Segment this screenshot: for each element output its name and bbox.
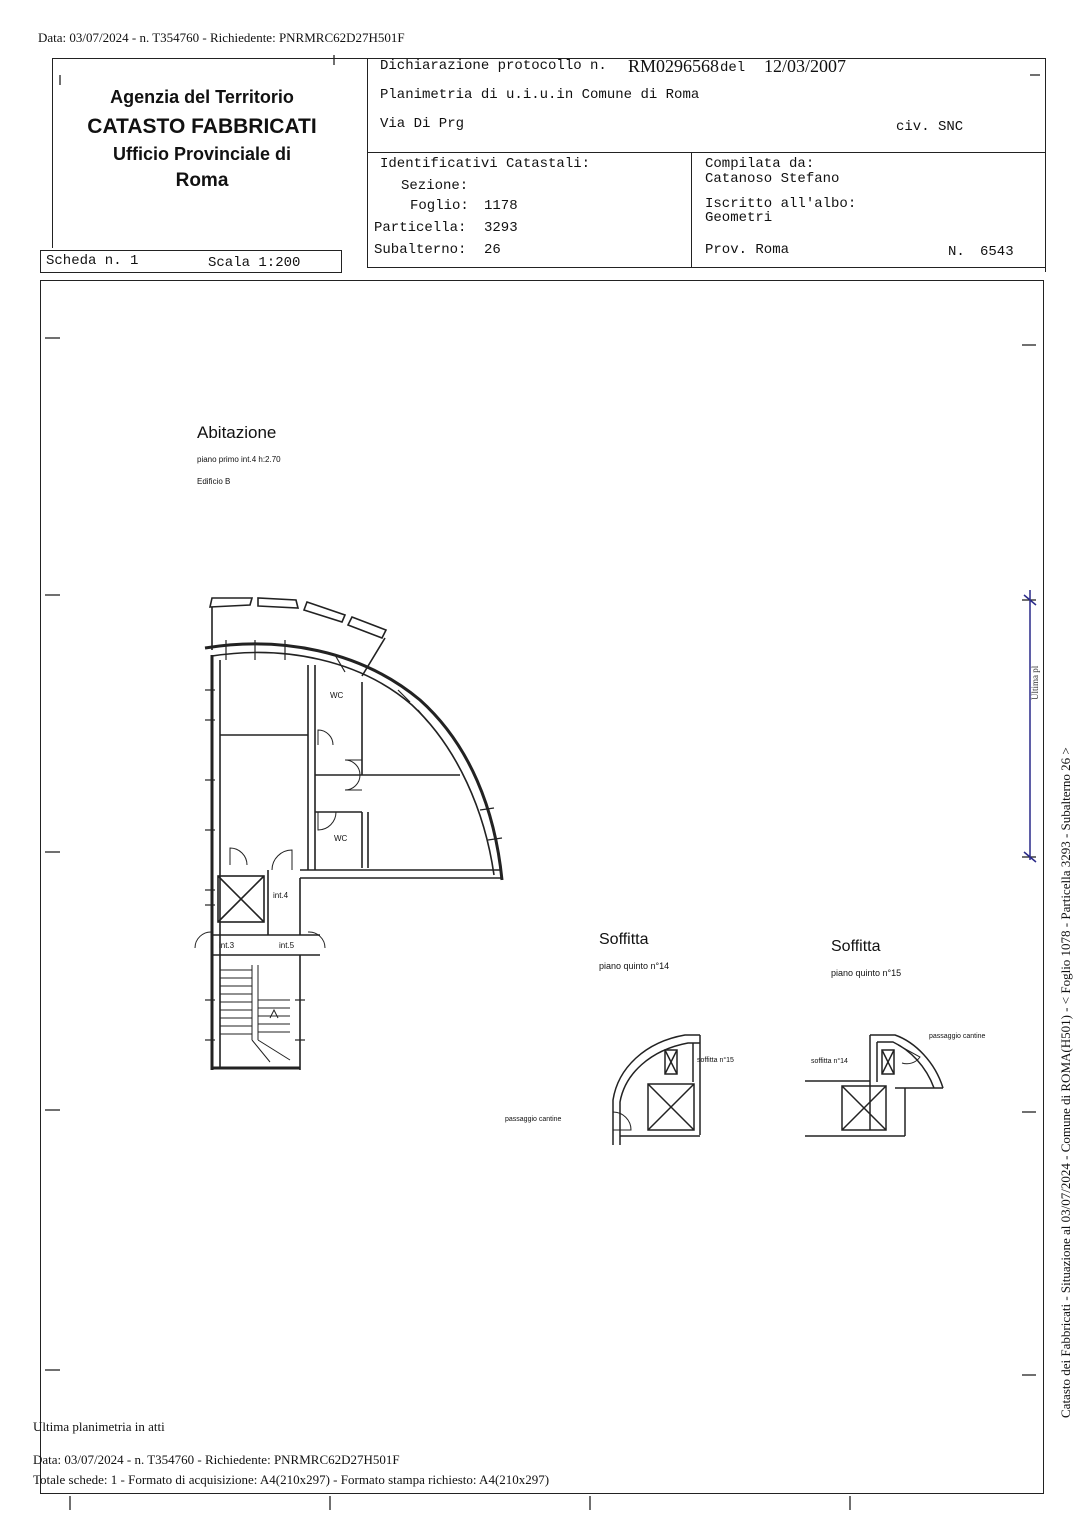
agency-name: Agenzia del Territorio [110,87,294,107]
prov-label: Prov. Roma [705,242,790,258]
footer-format-line: Totale schede: 1 - Formato di acquisizione: A4(210x297) - Formato stampa richiesto: A4(210x297) [33,1472,550,1487]
soffitta-15-floor: piano quinto n°15 [831,968,902,978]
identificativi-title: Identificativi Catastali: [380,156,591,172]
civic-number: civ. SNC [896,119,964,135]
albo-label: Iscritto all'albo: [705,196,857,212]
scan-marks [1024,590,1036,862]
side-cadastre-text: Catasto dei Fabbricati - Situazione al 03/07/2024 - Comune di ROMA(H501) - < Foglio 1078 - Particella 3293 - Subalterno 26 > [1058,747,1073,1418]
agency-office: Ufficio Provinciale di [112,144,292,164]
protocollo-number: RM0296568 [628,56,720,76]
del-label: del [720,60,746,76]
subalterno-label: Subalterno: [374,242,467,258]
soffitta-14-plan [613,1035,700,1145]
n-label: N. [948,244,965,260]
int3-label: int.3 [219,941,235,950]
compilata-label: Compilata da: [705,156,815,172]
crosshair-ticks [45,55,1040,1510]
foglio-label: Foglio: [410,198,469,214]
abitazione-floor: piano primo int.4 h:2.70 [197,455,281,464]
foglio-value: 1178 [484,198,518,214]
apartment-walls [195,598,502,1070]
request-line: Data: 03/07/2024 - n. T354760 - Richiedente: PNRMRC62D27H501F [38,30,405,45]
soffitta-15-passage-label: passaggio cantine [929,1033,986,1040]
side-stamp: Ultima pl [1030,665,1040,700]
particella-label: Particella: [374,220,467,236]
soffitta-14-title: Soffitta [599,931,649,948]
agency-city: Roma [175,170,229,191]
wc-label-2: WC [334,834,348,843]
particella-value: 3293 [484,220,518,236]
soffitta-15-title: Soffitta [831,938,881,955]
protocollo-date: 12/03/2007 [764,56,847,76]
soffitta-14-passage-label: passaggio cantine [505,1116,562,1123]
int4-label: int.4 [273,891,289,900]
abitazione-title: Abitazione [197,423,277,442]
soffitta-15-plan [805,1035,943,1136]
ultima-planimetria: Ultima planimetria in atti [33,1419,165,1434]
scala: Scala 1:200 [208,255,301,271]
subalterno-value: 26 [484,242,501,258]
soffitta-14-room-label: soffitta n°15 [697,1057,734,1064]
sezione-label: Sezione: [401,178,469,194]
soffitta-15-room-label: soffitta n°14 [811,1058,848,1065]
compilata-name: Catanoso Stefano [705,171,840,187]
address: Via Di Prg [380,116,465,132]
agency-catasto: CATASTO FABBRICATI [87,115,317,138]
wc-label-1: WC [330,691,344,700]
footer-request-line: Data: 03/07/2024 - n. T354760 - Richiedente: PNRMRC62D27H501F [33,1452,400,1467]
planimetria-line: Planimetria di u.i.u.in Comune di Roma [380,87,700,103]
abitazione-building: Edificio B [197,477,231,486]
dichiarazione-label: Dichiarazione protocollo n. [380,58,607,74]
int5-label: int.5 [279,941,295,950]
scheda-number: Scheda n. 1 [46,253,139,269]
soffitta-14-floor: piano quinto n°14 [599,961,670,971]
n-value: 6543 [980,244,1014,260]
albo-value: Geometri [705,210,773,226]
